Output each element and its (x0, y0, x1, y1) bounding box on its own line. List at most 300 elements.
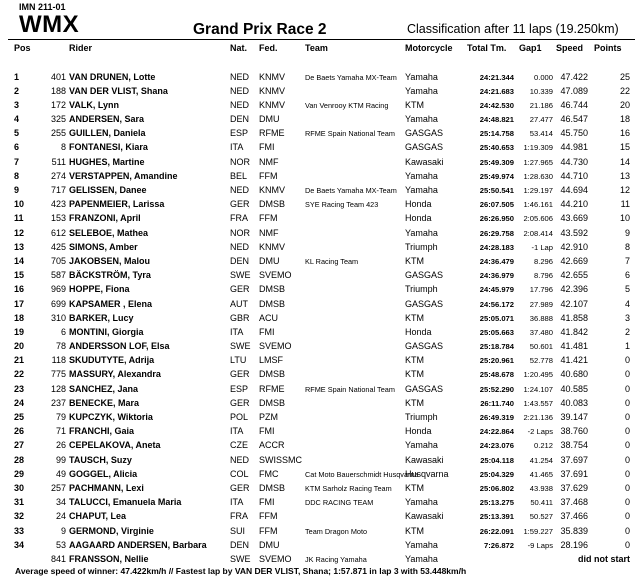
motorcycle-cell: Triumph (405, 284, 438, 295)
rider-name-cell: AAGAARD ANDERSEN, Barbara (69, 539, 207, 550)
points-cell: 1 (624, 341, 630, 352)
total-time-cell: 24:21.683 (479, 86, 514, 96)
bib-number-cell: 6 (60, 326, 66, 337)
total-time-cell: 24:36.479 (479, 256, 514, 266)
rider-name-cell: MONTINI, Giorgia (69, 326, 144, 337)
motorcycle-cell: KTM (405, 369, 424, 380)
speed-cell: 41.481 (560, 341, 588, 352)
federation-cell: LMSF (259, 355, 284, 366)
table-row (0, 382, 643, 396)
bib-number-cell: 511 (51, 156, 66, 167)
bib-number-cell: 401 (50, 71, 66, 82)
speed-cell: 44.730 (560, 156, 588, 167)
points-cell: 0 (624, 426, 630, 437)
table-row (0, 354, 643, 368)
team-cell: De Baets Yamaha MX-Team (305, 72, 397, 82)
position-cell: 17 (14, 298, 25, 309)
federation-cell: DMSB (259, 298, 286, 309)
position-cell: 15 (14, 270, 25, 281)
speed-cell: 35.839 (560, 525, 588, 536)
table-row (0, 340, 643, 354)
table-row (0, 481, 643, 495)
gap-cell: 1:28.630 (523, 171, 553, 181)
table-row (0, 198, 643, 212)
position-cell: 24 (14, 397, 25, 408)
total-time-cell: 25:40.653 (479, 143, 514, 153)
gap-cell: 1:46.161 (523, 200, 553, 210)
position-cell: 30 (14, 482, 25, 493)
column-header-team: Team (305, 43, 328, 53)
speed-cell: 46.547 (560, 114, 588, 125)
nationality-cell: NOR (230, 156, 250, 167)
table-row (0, 311, 643, 325)
team-cell: SYE Racing Team 423 (305, 200, 379, 210)
nationality-cell: GBR (230, 312, 250, 323)
nationality-cell: ITA (230, 326, 244, 337)
position-cell: 8 (14, 170, 20, 181)
rider-name-cell: TAUSCH, Suzy (69, 454, 132, 465)
table-row (0, 184, 643, 198)
position-cell: 2 (14, 85, 20, 96)
speed-cell: 43.592 (560, 227, 588, 238)
gap-cell: 8.796 (533, 271, 553, 281)
table-row (0, 467, 643, 481)
total-time-cell: 25:04.329 (479, 469, 514, 479)
gap-cell: -9 Laps (527, 540, 553, 550)
header-divider (8, 39, 635, 40)
motorcycle-cell: Kawasaki (405, 454, 444, 465)
gap-cell: 52.778 (529, 356, 553, 366)
motorcycle-cell: GASGAS (405, 298, 444, 309)
bib-number-cell: 99 (55, 454, 66, 465)
federation-cell: RFME (259, 128, 285, 139)
rider-name-cell: JAKOBSEN, Malou (69, 255, 151, 266)
bib-number-cell: 53 (55, 539, 66, 550)
gap-cell: 17.796 (529, 285, 553, 295)
team-cell: DDC RACING TEAM (305, 498, 374, 508)
federation-cell: FMC (259, 468, 279, 479)
nationality-cell: COL (230, 468, 249, 479)
team-cell: Cat Moto Bauerschmidt Husqvarna (305, 469, 419, 479)
points-cell: 0 (624, 539, 630, 550)
total-time-cell: 7:26.872 (484, 540, 514, 550)
nationality-cell: SUI (230, 525, 246, 536)
nationality-cell: ITA (230, 142, 244, 153)
gap-cell: 1:59.227 (523, 526, 553, 536)
position-cell: 21 (14, 355, 25, 366)
speed-cell: 39.147 (560, 412, 588, 422)
total-time-cell: 24:23.076 (479, 441, 514, 451)
position-cell: 5 (14, 128, 20, 139)
total-time-cell: 25:04.118 (480, 455, 514, 465)
table-row (0, 269, 643, 283)
speed-cell: 42.669 (560, 255, 588, 266)
points-cell: 0 (624, 369, 630, 380)
rider-name-cell: VALK, Lynn (69, 99, 119, 110)
total-time-cell: 24:45.979 (479, 285, 514, 295)
rider-name-cell: SANCHEZ, Jana (69, 383, 139, 394)
total-time-cell: 24:36.979 (479, 271, 514, 281)
motorcycle-cell: KTM (405, 482, 424, 493)
speed-cell: 37.468 (560, 497, 588, 508)
total-time-cell: 24:21.344 (479, 72, 514, 82)
position-cell: 31 (14, 497, 25, 508)
total-time-cell: 24:28.183 (479, 242, 514, 252)
federation-cell: RFME (259, 383, 285, 394)
rider-name-cell: TALUCCI, Emanuela Maria (69, 497, 182, 508)
position-cell: 16 (14, 284, 25, 295)
total-time-cell: 26:11.740 (480, 398, 514, 408)
column-header-points: Points (594, 43, 622, 53)
table-row-non-starter (0, 552, 643, 566)
rider-name-cell: MASSURY, Alexandra (69, 369, 161, 380)
gap-cell: 50.411 (530, 498, 553, 508)
federation-cell: FFM (259, 525, 278, 536)
speed-cell: 37.629 (560, 482, 588, 493)
speed-cell: 42.396 (560, 284, 588, 295)
bib-number-cell: 425 (50, 241, 66, 252)
bib-number-cell: 841 (50, 553, 66, 564)
rider-name-cell: VAN DRUNEN, Lotte (69, 71, 156, 82)
position-cell: 29 (14, 468, 25, 479)
table-row (0, 368, 643, 382)
motorcycle-cell: Yamaha (405, 497, 438, 508)
federation-cell: NMF (259, 156, 279, 167)
rider-name-cell: FRANZONI, April (69, 213, 141, 224)
column-header-rider: Rider (69, 43, 93, 53)
position-cell: 4 (14, 114, 20, 125)
table-row (0, 283, 643, 297)
total-time-cell: 25:20.961 (479, 356, 514, 366)
federation-cell: KNMV (259, 71, 286, 82)
bib-number-cell: 9 (60, 525, 66, 536)
federation-cell: NMF (259, 227, 279, 238)
federation-cell: DMU (259, 539, 280, 550)
table-row (0, 510, 643, 524)
federation-cell: DMSB (259, 482, 286, 493)
position-cell: 11 (14, 213, 24, 224)
nationality-cell: GER (230, 482, 250, 493)
total-time-cell: 24:42.530 (479, 100, 514, 110)
points-cell: 10 (619, 213, 630, 224)
bib-number-cell: 423 (50, 199, 66, 210)
points-cell: 22 (619, 85, 630, 96)
nationality-cell: GER (230, 397, 250, 408)
federation-cell: KNMV (259, 185, 286, 195)
bib-number-cell: 717 (50, 185, 66, 195)
points-cell: 2 (624, 326, 630, 337)
total-time-cell: 25:13.275 (479, 498, 514, 508)
position-cell: 1 (14, 71, 20, 82)
position-cell: 25 (14, 412, 25, 422)
bib-number-cell: 71 (55, 426, 66, 437)
speed-cell: 47.422 (560, 71, 588, 82)
nationality-cell: FRA (230, 213, 248, 224)
table-row (0, 155, 643, 169)
nationality-cell: BEL (230, 170, 248, 181)
speed-cell: 44.210 (560, 199, 588, 210)
gap-cell: 1:43.557 (523, 398, 553, 408)
speed-cell: 44.710 (560, 170, 588, 181)
total-time-cell: 24:22.864 (479, 427, 514, 437)
motorcycle-cell: Honda (405, 213, 432, 224)
motorcycle-cell: GASGAS (405, 128, 444, 139)
table-row (0, 226, 643, 240)
federation-cell: SVEMO (259, 553, 292, 564)
speed-cell: 37.691 (560, 468, 588, 479)
gap-cell: 1:24.107 (523, 384, 553, 394)
classification-subtitle: Classification after 11 laps (19.250km) (407, 22, 619, 36)
bib-number-cell: 255 (50, 128, 66, 139)
federation-cell: DMSB (259, 199, 286, 210)
rider-name-cell: HOPPE, Fiona (69, 284, 130, 295)
document-id: IMN 211-01 (19, 2, 66, 12)
nationality-cell: SWE (230, 270, 251, 281)
points-cell: 15 (619, 142, 630, 153)
position-cell: 14 (14, 255, 25, 266)
gap-cell: 50.527 (529, 512, 553, 522)
gap-cell: 43.938 (529, 483, 553, 493)
nationality-cell: LTU (230, 355, 247, 366)
table-row (0, 439, 643, 453)
gap-cell: 2:05.606 (523, 214, 553, 224)
rider-name-cell: HUGHES, Martine (69, 156, 145, 167)
federation-cell: DMU (259, 114, 280, 125)
motorcycle-cell: KTM (405, 99, 424, 110)
team-cell: De Baets Yamaha MX-Team (305, 186, 397, 195)
federation-cell: KNMV (259, 85, 286, 96)
motorcycle-cell: Yamaha (405, 227, 438, 238)
gap-cell: 1:27.965 (523, 157, 553, 167)
position-cell: 20 (14, 341, 25, 352)
points-cell: 0 (624, 468, 630, 479)
speed-cell: 42.655 (560, 270, 588, 281)
motorcycle-cell: GASGAS (405, 142, 444, 153)
team-cell: KTM Sarholz Racing Team (305, 483, 392, 493)
gap-cell: 27.477 (529, 115, 553, 125)
nationality-cell: NED (230, 241, 250, 252)
team-cell: RFME Spain National Team (305, 384, 395, 394)
bib-number-cell: 705 (50, 255, 66, 266)
federation-cell: SVEMO (259, 270, 292, 281)
speed-cell: 40.585 (560, 383, 588, 394)
points-cell: 4 (624, 298, 630, 309)
nationality-cell: SWE (230, 341, 251, 352)
rider-name-cell: FONTANESI, Kiara (69, 142, 148, 153)
rider-name-cell: FRANCHI, Gaia (69, 426, 135, 437)
gap-cell: 10.339 (529, 86, 553, 96)
federation-cell: FFM (259, 170, 278, 181)
federation-cell: FMI (259, 426, 275, 437)
points-cell: 20 (619, 99, 630, 110)
gap-cell: 0.000 (533, 72, 553, 82)
total-time-cell: 25:05.071 (479, 313, 514, 323)
bib-number-cell: 79 (55, 412, 66, 422)
federation-cell: SWISSMC (259, 454, 303, 465)
points-cell: 13 (619, 170, 630, 181)
table-row (0, 453, 643, 467)
nationality-cell: AUT (230, 298, 248, 309)
motorcycle-cell: Honda (405, 199, 432, 210)
total-time-cell: 25:13.391 (479, 512, 514, 522)
total-time-cell: 26:29.758 (479, 228, 514, 238)
motorcycle-cell: Honda (405, 326, 432, 337)
motorcycle-cell: Kawasaki (405, 511, 444, 522)
position-cell: 9 (14, 185, 20, 195)
rider-name-cell: PAPENMEIER, Larissa (69, 199, 165, 210)
nationality-cell: NED (230, 454, 250, 465)
points-cell: 25 (619, 71, 630, 82)
motorcycle-cell: Yamaha (405, 553, 438, 564)
column-header-nat: Nat. (230, 43, 248, 53)
bib-number-cell: 26 (55, 440, 66, 451)
total-time-cell: 24:56.172 (479, 299, 514, 309)
federation-cell: DMSB (259, 369, 286, 380)
nationality-cell: NED (230, 99, 250, 110)
points-cell: 0 (624, 497, 630, 508)
column-header-motorcycle: Motorcycle (405, 43, 453, 53)
rider-name-cell: BÄCKSTRÖM, Tyra (69, 270, 151, 281)
nationality-cell: CZE (230, 440, 248, 451)
column-header-pos: Pos (14, 43, 31, 53)
nationality-cell: POL (230, 412, 249, 422)
rider-name-cell: SIMONS, Amber (69, 241, 138, 252)
points-cell: 6 (624, 270, 630, 281)
gap-cell: 41.254 (529, 455, 553, 465)
position-cell: 22 (14, 369, 25, 380)
rider-name-cell: GUILLEN, Daniela (69, 128, 146, 139)
nationality-cell: DEN (230, 255, 250, 266)
gap-cell: 1:19.309 (523, 143, 553, 153)
position-cell: 28 (14, 454, 25, 465)
rider-name-cell: GERMOND, Virginie (69, 525, 154, 536)
gap-cell: -1 Lap (531, 242, 553, 252)
bib-number-cell: 8 (60, 142, 66, 153)
nationality-cell: DEN (230, 539, 250, 550)
table-row (0, 325, 643, 339)
table-row (0, 84, 643, 98)
federation-cell: PZM (259, 412, 278, 422)
federation-cell: ACU (259, 312, 279, 323)
team-cell: RFME Spain National Team (305, 129, 395, 139)
nationality-cell: GER (230, 369, 250, 380)
motorcycle-cell: KTM (405, 525, 424, 536)
nationality-cell: ITA (230, 497, 244, 508)
federation-cell: FMI (259, 497, 275, 508)
total-time-cell: 25:49.974 (479, 171, 514, 181)
nationality-cell: NOR (230, 227, 250, 238)
rider-name-cell: SKUDUTYTE, Adrija (69, 355, 155, 366)
points-cell: 18 (619, 114, 630, 125)
position-cell: 3 (14, 99, 20, 110)
federation-cell: DMU (259, 255, 280, 266)
position-cell: 32 (14, 511, 25, 522)
gap-cell: 50.601 (529, 342, 553, 352)
federation-cell: FFM (259, 213, 278, 224)
gap-cell: 37.480 (529, 327, 553, 337)
total-time-cell: 26:22.091 (479, 526, 514, 536)
speed-cell: 44.981 (560, 142, 588, 153)
rider-name-cell: VERSTAPPEN, Amandine (69, 170, 178, 181)
race-title: Grand Prix Race 2 (193, 21, 327, 38)
gap-cell: 21.186 (529, 100, 553, 110)
motorcycle-cell: Yamaha (405, 85, 438, 96)
federation-cell: DMSB (259, 397, 286, 408)
points-cell: 0 (624, 397, 630, 408)
team-cell: Team Dragon Moto (305, 526, 368, 536)
rider-name-cell: VAN DER VLIST, Shana (69, 85, 168, 96)
speed-cell: 37.466 (560, 511, 588, 522)
gap-cell: 1:20.495 (523, 370, 553, 380)
nationality-cell: NED (230, 71, 250, 82)
table-row (0, 169, 643, 183)
total-time-cell: 26:49.319 (479, 413, 514, 422)
points-cell: 3 (624, 312, 630, 323)
federation-cell: SVEMO (259, 341, 292, 352)
table-row (0, 113, 643, 127)
race-summary-footer: Average speed of winner: 47.422km/h // Fastest lap by VAN DER VLIST, Shana; 1:57.871 in lap 3 with 53.448km/h (15, 566, 467, 576)
position-cell: 33 (14, 525, 25, 536)
bib-number-cell: 128 (50, 383, 66, 394)
position-cell: 7 (14, 156, 20, 167)
position-cell: 12 (14, 227, 25, 238)
speed-cell: 38.754 (560, 440, 588, 451)
bib-number-cell: 237 (50, 397, 66, 408)
total-time-cell: 26:26.950 (479, 214, 514, 224)
table-row (0, 496, 643, 510)
speed-cell: 41.421 (560, 355, 588, 366)
table-row (0, 141, 643, 155)
position-cell: 13 (14, 241, 25, 252)
table-row (0, 538, 643, 552)
speed-cell: 38.760 (560, 426, 588, 437)
gap-cell: 41.465 (529, 469, 553, 479)
rider-name-cell: KUPCZYK, Wiktoria (69, 412, 153, 422)
table-row (0, 396, 643, 410)
motorcycle-cell: GASGAS (405, 341, 444, 352)
nationality-cell: NED (230, 85, 250, 96)
gap-cell: 8.296 (533, 256, 553, 266)
motorcycle-cell: Yamaha (405, 71, 438, 82)
gap-cell: 2:21.136 (523, 413, 553, 422)
rider-name-cell: BARKER, Lucy (69, 312, 134, 323)
position-cell: 34 (14, 539, 25, 550)
points-cell: 7 (624, 255, 630, 266)
total-time-cell: 24:48.821 (479, 115, 514, 125)
nationality-cell: GER (230, 199, 250, 210)
table-row (0, 524, 643, 538)
total-time-cell: 25:06.802 (479, 483, 514, 493)
nationality-cell: NED (230, 185, 250, 195)
results-table (0, 70, 643, 567)
motorcycle-cell: KTM (405, 312, 424, 323)
nationality-cell: SWE (230, 553, 251, 564)
points-cell: 0 (624, 525, 630, 536)
rider-name-cell: CEPELAKOVA, Aneta (69, 440, 161, 451)
points-cell: 11 (620, 199, 630, 210)
bib-number-cell: 612 (50, 227, 66, 238)
rider-name-cell: CHAPUT, Lea (69, 511, 127, 522)
rider-name-cell: ANDERSEN, Sara (69, 114, 145, 125)
table-row (0, 127, 643, 141)
bib-number-cell: 587 (50, 270, 66, 281)
table-row (0, 240, 643, 254)
gap-cell: 36.888 (529, 313, 553, 323)
bib-number-cell: 34 (55, 497, 66, 508)
bib-number-cell: 257 (50, 482, 66, 493)
federation-cell: DMSB (259, 284, 286, 295)
motorcycle-cell: KTM (405, 255, 424, 266)
